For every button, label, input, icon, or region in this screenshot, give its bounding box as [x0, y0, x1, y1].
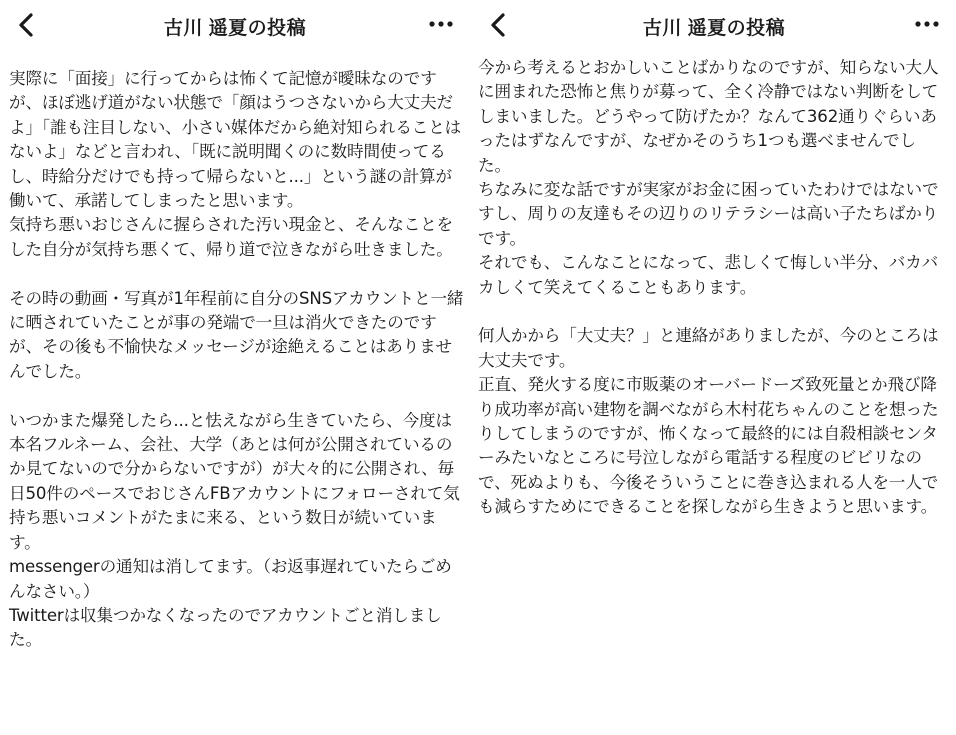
- post-body: [478, 56, 948, 520]
- post-paragraph: その時の動画・写真が1年程前に自分のSNSアカウントと一緒に晒されていたことが事の発端で一旦は消火できたのですが、その後も不愉快なメッセージが途絶えることはありませんでした。: [9, 288, 464, 381]
- left-post-screen: [0, 0, 472, 735]
- paragraph-gap: [478, 300, 948, 324]
- back-chevron-icon[interactable]: [12, 10, 42, 40]
- post-paragraph: いつかまた爆発したら...と怯えながら生きていたら、今度は本名フルネーム、会社、大学（あとは何が公開されているのか見てないので分からないですが）が大々的に公開され、毎日50件のペースでおじさんFBアカウントにフォローされて気持ち悪いコメントがたまに来る、という数日が続いています。: [9, 410, 460, 552]
- post-paragraph: 正直、発火する度に市販薬のオーバードーズ致死量とか飛び降り成功率が高い建物を調べながら木村花ちゃんのことを想ったりしてしまうのですが、怖くなって最終的には自殺相談センターみたいなところに号泣しながら電話する程度のビビリなので、死ぬよりも、今後そういうことに巻き込まれる人を一人でも減らすためにできることを探しながら生きようと思います。: [478, 375, 939, 517]
- post-body: [9, 67, 464, 653]
- page-title: 古川 遥夏の投稿: [163, 17, 307, 39]
- header-bar: [472, 0, 956, 52]
- post-paragraph: messengerの通知は消してます。（お返事遅れていたらごめんなさい。）: [9, 557, 452, 601]
- post-paragraph: 実際に「面接」に行ってからは怖くて記憶が曖昧なのですが、ほぼ逃げ道がない状態で「顔はうつさないから大丈夫だよ」「誰も注目しない、小さい媒体だから絶対知られることはないよ」などと言われ、「既に説明聞くのに数時間使ってるし、時給分だけでも持って帰らないと...」という謎の計算が働いて、承諾してしまったと思います。: [9, 69, 462, 211]
- more-options-icon[interactable]: [912, 14, 942, 34]
- header-bar: [0, 0, 470, 52]
- right-post-screen: [472, 0, 956, 735]
- post-paragraph: Twitterは収集つかなくなったのでアカウントごと消しました。: [9, 605, 442, 650]
- more-options-icon[interactable]: [426, 14, 456, 34]
- post-paragraph: それでも、こんなことになって、悲しくて悔しい半分、バカバカしくて笑えてくることもあります。: [478, 253, 939, 297]
- paragraph-gap: [9, 384, 464, 408]
- paragraph-gap: [9, 262, 464, 286]
- post-paragraph: 何人かから「大丈夫？」と連絡がありましたが、今のところは大丈夫です。: [478, 326, 939, 370]
- page-title: 古川 遥夏の投稿: [642, 17, 786, 39]
- post-paragraph: 今から考えるとおかしいことばかりなのですが、知らない大人に囲まれた恐怖と焦りが募って、全く冷静ではない判断をしてしまいました。どうやって防げたか？なんて362通りぐらいあったはずなんですが、なぜかそのうち1つも選べませんでした。: [478, 58, 939, 175]
- back-chevron-icon[interactable]: [484, 10, 514, 40]
- post-paragraph: 気持ち悪いおじさんに握らされた汚い現金と、そんなことをした自分が気持ち悪くて、帰り道で泣きながら吐きました。: [9, 215, 453, 259]
- post-paragraph: ちなみに変な話ですが実家がお金に困っていたわけではないですし、周りの友達もその辺りのリテラシーは高い子たちばかりです。: [478, 180, 939, 248]
